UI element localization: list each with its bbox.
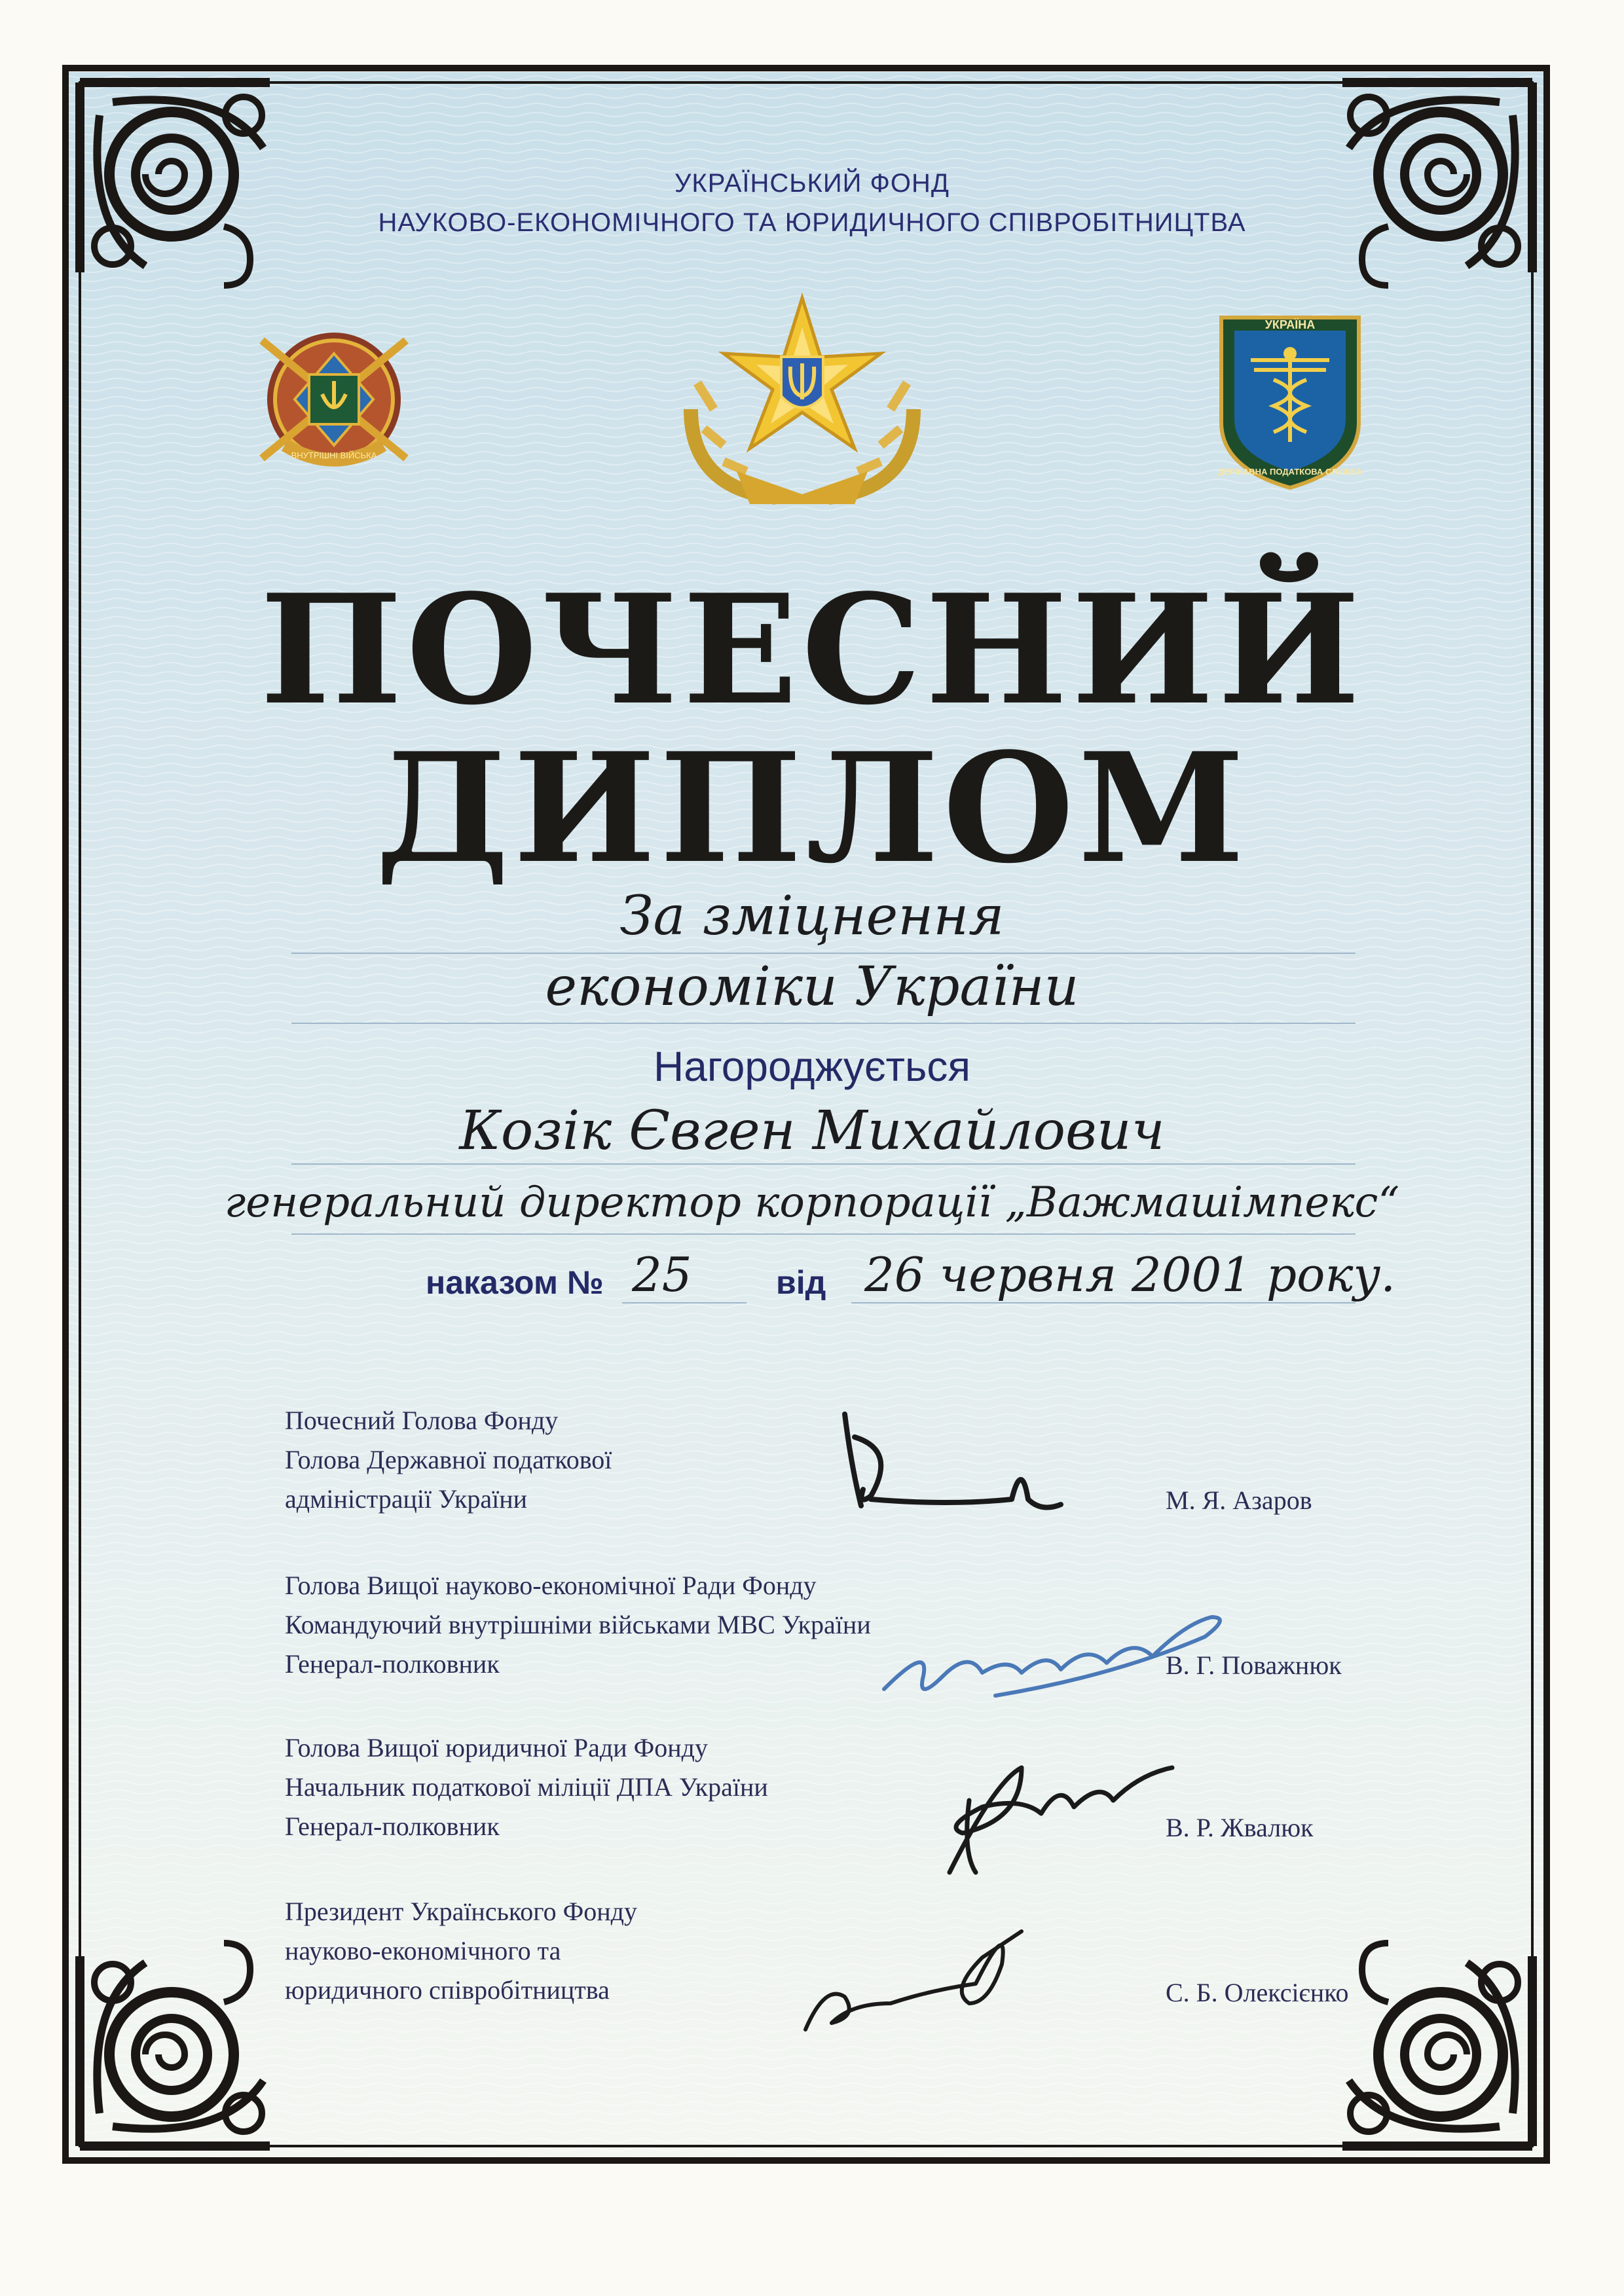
organization-line-2: НАУКОВО-ЕКОНОМІЧНОГО ТА ЮРИДИЧНОГО СПІВРОБІТНИЦТВА [378,208,1246,237]
shield-top-text: УКРАЇНА [1264,318,1316,331]
signatory-4-name: С. Б. Олексієнко [1166,1978,1349,2007]
signatory-1-name: М. Я. Азаров [1166,1485,1312,1515]
signatory-1-title: Почесний Голова Фонду Голова Державної податкової адміністрації України [285,1406,612,1514]
tax-service-shield-icon [1221,318,1359,488]
signatory-2-title: Голова Вищої науково-економічної Ради Фонду Командуючий внутрішніми військами МВС України Генерал-полковник [285,1571,871,1679]
awarded-label: Нагороджується [654,1043,970,1090]
award-reason-line-1: За зміцнення [619,885,1005,947]
recipient-position: генеральний директор корпорації „Важмашімпекс“ [224,1178,1400,1227]
order-number: 25 [632,1247,692,1302]
signatory-4-title: Президент Українського Фонду науково-економічного та юридичного співробітництва [285,1897,638,2005]
organization-line-1: УКРАЇНСЬКИЙ ФОНД [674,169,950,198]
diploma-title-line-2: ДИПЛОМ [375,720,1249,897]
shield-ring-text: ДЕРЖАВНА ПОДАТКОВА СЛУЖБА [1217,467,1363,477]
award-reason-line-2: економіки України [545,956,1079,1018]
signatory-2-name: В. Г. Поважнюк [1166,1650,1342,1680]
badge-caption: ВНУТРІШНІ ВІЙСЬКА [291,450,377,460]
recipient-name: Козік Євген Михайлович [459,1100,1165,1162]
order-date: 26 червня 2001 року. [864,1247,1396,1302]
signatory-3-name: В. Р. Жвалюк [1166,1813,1314,1842]
diploma-title-line-1: ПОЧЕСНИЙ [260,562,1364,738]
order-label: наказом № [426,1264,604,1301]
signatory-3-title: Голова Вищої юридичної Ради Фонду Начальник податкової міліції ДПА України Генерал-полковник [285,1733,768,1841]
date-label: від [776,1264,826,1301]
